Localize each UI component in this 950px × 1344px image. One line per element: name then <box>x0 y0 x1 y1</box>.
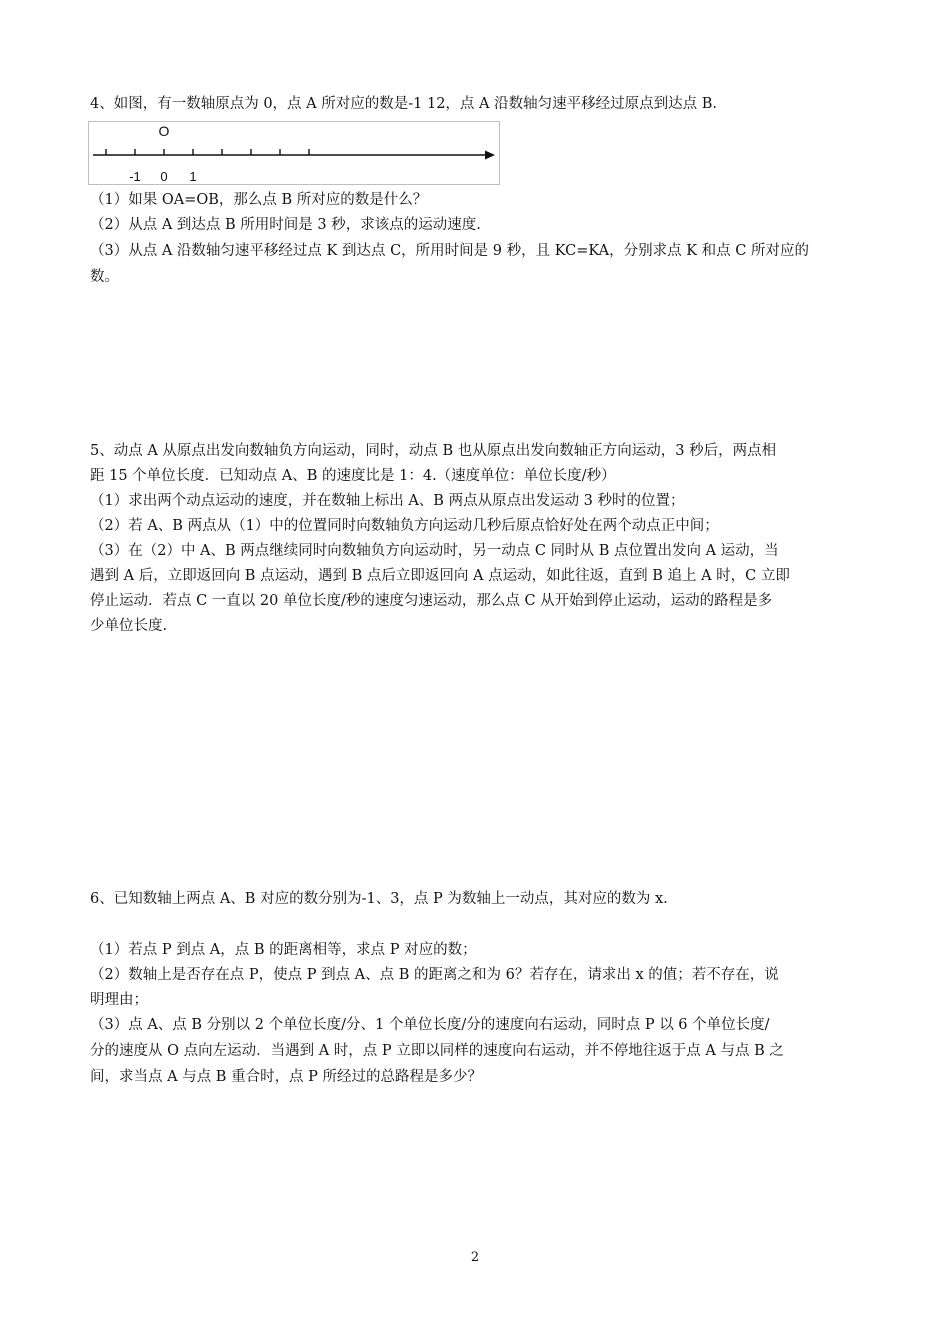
q5-sub3-line2: 遇到 A 后，立即返回向 B 点运动，遇到 B 点后立即返回向 A 点运动，如此往返，直到 B 追上 A 时，C 立即 <box>90 568 790 584</box>
q5-sub3-line4: 少单位长度. <box>90 618 168 634</box>
q5-stem-line2: 距 15 个单位长度．已知动点 A、B 的速度比是 1：4.（速度单位：单位长度/秒） <box>90 468 616 484</box>
q6-sub3-line3: 间，求当点 A 与点 B 重合时，点 P 所经过的总路程是多少？ <box>90 1069 483 1085</box>
q5-sub2: （2）若 A、B 两点从（1）中的位置同时向数轴负方向运动几秒后原点恰好处在两个动点正中间； <box>90 518 719 534</box>
number-line-svg <box>89 122 499 184</box>
q5-sub3-line3: 停止运动．若点 C 一直以 20 单位长度/秒的速度匀速运动，那么点 C 从开始到停止运动，运动的路程是多 <box>90 593 773 609</box>
number-line-figure <box>88 121 500 185</box>
page-number: 2 <box>470 1250 480 1265</box>
q4-sub3-line2: 数。 <box>90 269 119 285</box>
q5-stem-line1: 5、动点 A 从原点出发向数轴负方向运动，同时，动点 B 也从原点出发向数轴正方向运动，3 秒后，两点相 <box>90 443 777 459</box>
origin-label: O <box>158 123 170 139</box>
q5-sub1: （1）求出两个动点运动的速度，并在数轴上标出 A、B 两点从原点出发运动 3 秒时的位置； <box>90 493 685 509</box>
q6-sub1: （1）若点 P 到点 A，点 B 的距离相等，求点 P 对应的数； <box>90 942 477 958</box>
q6-stem: 6、已知数轴上两点 A、B 对应的数分别为-1、3，点 P 为数轴上一动点，其对应的数为 x. <box>90 891 668 907</box>
q5-sub3-line1: （3）在（2）中 A、B 两点继续同时向数轴负方向运动时，另一动点 C 同时从 B 点位置出发向 A 运动，当 <box>90 543 779 559</box>
q6-sub3-line1: （3）点 A、点 B 分别以 2 个单位长度/分、1 个单位长度/分的速度向右运动，同时点 P 以 6 个单位长度/ <box>90 1017 770 1033</box>
q6-sub2-line1: （2）数轴上是否存在点 P，使点 P 到点 A、点 B 的距离之和为 6？若存在，请求出 x 的值；若不存在，说 <box>90 967 779 983</box>
q6-sub2-line2: 明理由； <box>90 992 148 1008</box>
tick-label-1: 1 <box>189 169 197 184</box>
q4-sub2: （2）从点 A 到达点 B 所用时间是 3 秒，求该点的运动速度. <box>90 217 481 233</box>
q4-stem: 4、如图，有一数轴原点为 0，点 A 所对应的数是-1 12，点 A 沿数轴匀速平移经过原点到达点 B. <box>90 96 717 112</box>
q6-sub3-line2: 分的速度从 O 点向左运动．当遇到 A 时，点 P 立即以同样的速度向右运动，并不停地往返于点 A 与点 B 之 <box>90 1043 784 1059</box>
tick-label-0: 0 <box>160 169 168 184</box>
q4-sub1: （1）如果 OA=OB，那么点 B 所对应的数是什么？ <box>90 192 428 208</box>
tick-label-neg1: -1 <box>129 169 141 184</box>
axis-ticks <box>106 149 309 155</box>
q4-sub3-line1: （3）从点 A 沿数轴匀速平移经过点 K 到达点 C，所用时间是 9 秒，且 KC=KA，分别求点 K 和点 C 所对应的 <box>90 243 809 259</box>
axis-arrow-icon <box>485 151 495 160</box>
